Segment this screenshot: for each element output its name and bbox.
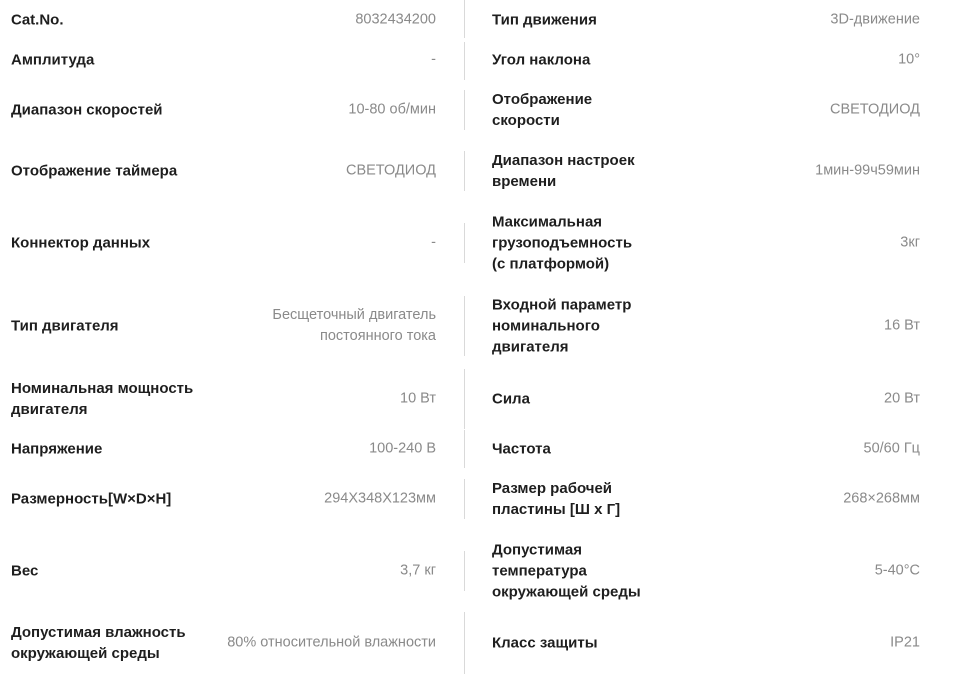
spec-row (480, 530, 956, 612)
spec-label: Размер рабочей пластины [Ш x Г] (492, 480, 621, 518)
spec-label: Сила (492, 390, 530, 408)
spec-value: 16 Вт (884, 317, 920, 334)
spec-row (0, 612, 478, 674)
spec-value: 5-40°C (874, 562, 920, 579)
spec-row (480, 80, 956, 140)
spec-value: IP21 (890, 634, 920, 651)
column-divider (464, 42, 465, 80)
spec-label: Допустимая температура окружающей среды (492, 541, 641, 601)
spec-row (480, 468, 956, 530)
spec-value: 100-240 В (369, 440, 436, 457)
spec-value: 8032434200 (355, 11, 436, 28)
spec-row (480, 202, 956, 284)
spec-value: 20 Вт (884, 390, 920, 407)
column-divider (464, 479, 465, 519)
spec-label: Тип двигателя (11, 317, 119, 335)
spec-label: Cat.No. (11, 11, 64, 29)
column-divider (464, 0, 465, 38)
spec-row (0, 0, 478, 40)
spec-label: Класс защиты (492, 634, 598, 652)
spec-label: Напряжение (11, 440, 103, 458)
spec-row (480, 430, 956, 468)
spec-label: Размерность[W×D×H] (11, 490, 172, 508)
spec-value: 50/60 Гц (863, 440, 920, 457)
spec-value: СВЕТОДИОД (345, 162, 436, 179)
spec-value: 3,7 кг (400, 562, 436, 579)
spec-value: 1мин-99ч59мин (815, 162, 920, 179)
column-divider (464, 223, 465, 263)
spec-value: 3кг (900, 234, 920, 251)
spec-row (480, 368, 956, 430)
spec-label: Максимальная грузоподъемность (с платформой) (492, 213, 633, 273)
spec-row (480, 284, 956, 368)
spec-label: Номинальная мощность двигателя (11, 380, 194, 418)
spec-label: Отображение таймера (11, 162, 178, 180)
column-divider (464, 296, 465, 356)
spec-row (0, 530, 478, 612)
spec-value: 10 Вт (400, 390, 436, 407)
spec-label: Угол наклона (492, 51, 591, 69)
spec-value: СВЕТОДИОД (829, 101, 920, 118)
spec-label: Отображение скорости (492, 91, 593, 129)
spec-value: 10° (898, 51, 920, 68)
spec-label: Частота (492, 440, 551, 458)
spec-value: - (431, 234, 436, 251)
column-divider (464, 612, 465, 674)
spec-value: - (431, 51, 436, 68)
spec-row (0, 80, 478, 140)
spec-row (0, 430, 478, 468)
spec-row (480, 40, 956, 80)
column-divider (464, 551, 465, 591)
column-divider (464, 369, 465, 429)
column-divider (464, 151, 465, 191)
spec-value: Бесщеточный двигатель постоянного тока (272, 307, 436, 344)
column-divider (464, 430, 465, 468)
spec-label: Диапазон скоростей (11, 101, 163, 119)
spec-value: 80% относительной влажности (227, 634, 436, 651)
spec-value: 268×268мм (843, 490, 920, 507)
spec-value: 10-80 об/мин (348, 101, 436, 118)
spec-row (0, 368, 478, 430)
spec-value: 3D-движение (830, 11, 920, 28)
spec-row (480, 612, 956, 674)
spec-row (0, 284, 478, 368)
spec-row (0, 202, 478, 284)
spec-row (480, 140, 956, 202)
spec-row (0, 40, 478, 80)
spec-row (480, 0, 956, 40)
spec-label: Диапазон настроек времени (492, 152, 635, 190)
spec-label: Допустимая влажность окружающей среды (11, 624, 186, 662)
spec-row (0, 140, 478, 202)
spec-label: Входной параметр номинального двигателя (492, 296, 632, 356)
spec-value: 294X348X123мм (324, 490, 436, 507)
spec-label: Тип движения (492, 11, 597, 29)
column-divider (464, 90, 465, 130)
spec-label: Амплитуда (11, 51, 95, 69)
spec-column-right (480, 0, 956, 678)
spec-label: Вес (11, 562, 39, 580)
spec-row (0, 468, 478, 530)
spec-label: Коннектор данных (11, 234, 151, 252)
